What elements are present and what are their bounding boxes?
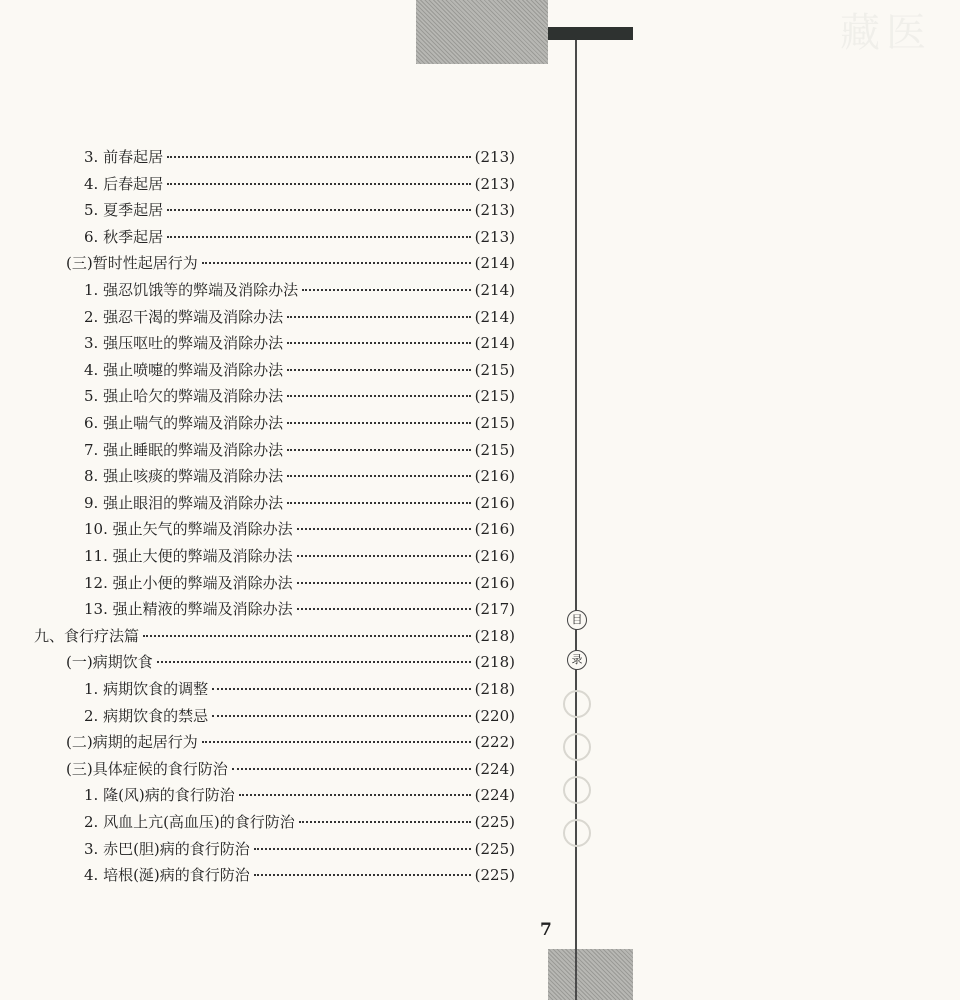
toc-leader-dots <box>143 634 471 637</box>
toc-entry-title: (三)暂时性起居行为 <box>66 254 198 272</box>
toc-entry[interactable] <box>84 597 515 621</box>
toc-entry[interactable] <box>84 464 515 488</box>
toc-leader-dots <box>254 873 471 876</box>
toc-entry-page: (214) <box>474 281 515 299</box>
ghost-circle <box>563 819 591 847</box>
toc-entry-page: (214) <box>474 308 515 326</box>
toc-entry-title: 3. 强压呕吐的弊端及消除办法 <box>84 334 284 352</box>
toc-leader-dots <box>239 793 471 796</box>
toc-entry[interactable] <box>66 757 515 781</box>
margin-rule <box>575 40 577 1000</box>
toc-entry-page: (222) <box>474 733 515 751</box>
ghost-circle <box>563 733 591 761</box>
toc-entry-page: (216) <box>474 494 515 512</box>
toc-leader-dots <box>287 474 471 477</box>
toc-leader-dots <box>297 527 471 530</box>
toc-entry-title: 11. 强止大便的弊端及消除办法 <box>84 547 293 565</box>
toc-entry-title: 4. 后春起居 <box>84 175 164 193</box>
toc-entry-title: 5. 强止哈欠的弊端及消除办法 <box>84 387 284 405</box>
toc-leader-dots <box>287 368 471 371</box>
toc-entry-title: 2. 风血上亢(高血压)的食行防治 <box>84 813 295 831</box>
toc-entry-title: 12. 强止小便的弊端及消除办法 <box>84 574 293 592</box>
toc-entry[interactable] <box>84 571 515 595</box>
toc-leader-dots <box>232 767 471 770</box>
toc-entry-page: (215) <box>474 387 515 405</box>
toc-entry-title: 3. 赤巴(胆)病的食行防治 <box>84 840 250 858</box>
toc-leader-dots <box>167 155 471 158</box>
toc-entry-page: (214) <box>474 254 515 272</box>
toc-entry-title: 10. 强止矢气的弊端及消除办法 <box>84 520 293 538</box>
toc-entry[interactable] <box>84 544 515 568</box>
toc-entry[interactable] <box>84 517 515 541</box>
toc-entry[interactable] <box>66 730 515 754</box>
toc-entry-title: 6. 秋季起居 <box>84 228 164 246</box>
toc-entry-title: 4. 培根(涎)病的食行防治 <box>84 866 250 884</box>
toc-entry[interactable] <box>84 278 515 302</box>
toc-entry-page: (216) <box>474 574 515 592</box>
toc-entry[interactable] <box>84 783 515 807</box>
ghost-circle <box>563 776 591 804</box>
toc-entry[interactable] <box>84 411 515 435</box>
toc-entry-page: (225) <box>474 866 515 884</box>
footer-decoration <box>548 949 575 1000</box>
toc-leader-dots <box>202 740 471 743</box>
toc-entry-title: 5. 夏季起居 <box>84 201 164 219</box>
toc-entry-page: (218) <box>474 680 515 698</box>
toc-entry-page: (225) <box>474 813 515 831</box>
toc-entry-title: 1. 病期饮食的调整 <box>84 680 209 698</box>
toc-entry[interactable] <box>84 305 515 329</box>
toc-leader-dots <box>299 820 471 823</box>
toc-entry-page: (216) <box>474 520 515 538</box>
toc-leader-dots <box>202 261 471 264</box>
header-bar <box>548 27 633 40</box>
toc-leader-dots <box>287 448 471 451</box>
toc-entry-title: (三)具体症候的食行防治 <box>66 760 228 778</box>
ghost-circle <box>563 690 591 718</box>
toc-entry[interactable] <box>66 650 515 674</box>
toc-entry[interactable] <box>66 251 515 275</box>
toc-entry-page: (214) <box>474 334 515 352</box>
toc-entry-page: (218) <box>474 653 515 671</box>
toc-entry[interactable] <box>84 704 515 728</box>
toc-entry-page: (217) <box>474 600 515 618</box>
toc-entry-title: 8. 强止咳痰的弊端及消除办法 <box>84 467 284 485</box>
toc-entry-page: (225) <box>474 840 515 858</box>
toc-entry[interactable] <box>84 331 515 355</box>
header-decoration <box>416 0 932 64</box>
toc-entry-page: (224) <box>474 786 515 804</box>
toc-leader-dots <box>302 288 471 291</box>
toc-leader-dots <box>297 554 471 557</box>
toc-entry[interactable] <box>84 358 515 382</box>
side-tab-lu: 录 <box>567 650 587 670</box>
toc-leader-dots <box>254 847 471 850</box>
toc-entry-page: (220) <box>474 707 515 725</box>
toc-leader-dots <box>212 687 471 690</box>
toc-entry[interactable] <box>84 810 515 834</box>
toc-entry-page: (213) <box>474 201 515 219</box>
toc-entry-title: 4. 强止喷嚏的弊端及消除办法 <box>84 361 284 379</box>
toc-entry-title: 13. 强止精液的弊端及消除办法 <box>84 600 293 618</box>
toc-entry-page: (216) <box>474 467 515 485</box>
side-tab-mu: 目 <box>567 610 587 630</box>
footer-decoration <box>577 949 633 1000</box>
toc-entry-title: 1. 隆(风)病的食行防治 <box>84 786 235 804</box>
page-number: 7 <box>540 920 552 940</box>
toc-entry-page: (218) <box>474 627 515 645</box>
toc-entry-title: (一)病期饮食 <box>66 653 153 671</box>
toc-entry-title: 1. 强忍饥饿等的弊端及消除办法 <box>84 281 299 299</box>
toc-entry-page: (216) <box>474 547 515 565</box>
toc-leader-dots <box>167 182 471 185</box>
toc-entry[interactable] <box>84 677 515 701</box>
toc-entry-title: 2. 强忍干渴的弊端及消除办法 <box>84 308 284 326</box>
toc-entry[interactable] <box>34 624 515 648</box>
toc-entry-title: 7. 强止睡眠的弊端及消除办法 <box>84 441 284 459</box>
toc-entry-title: 6. 强止喘气的弊端及消除办法 <box>84 414 284 432</box>
toc-entry[interactable] <box>84 172 515 196</box>
toc-leader-dots <box>287 501 471 504</box>
toc-entry[interactable] <box>84 145 515 169</box>
toc-entry[interactable] <box>84 438 515 462</box>
toc-entry-page: (215) <box>474 414 515 432</box>
toc-leader-dots <box>167 235 471 238</box>
toc-entry-title: (二)病期的起居行为 <box>66 733 198 751</box>
toc-leader-dots <box>287 394 471 397</box>
toc-entry[interactable] <box>84 384 515 408</box>
toc-leader-dots <box>212 714 471 717</box>
toc-leader-dots <box>287 341 471 344</box>
toc-entry[interactable] <box>84 198 515 222</box>
toc-entry[interactable] <box>84 491 515 515</box>
toc-leader-dots <box>287 315 471 318</box>
header-logo-text: 藏医 <box>840 10 932 56</box>
toc-entry-title: 九、食行疗法篇 <box>34 627 140 645</box>
toc-leader-dots <box>157 660 471 663</box>
toc-entry-title: 9. 强止眼泪的弊端及消除办法 <box>84 494 284 512</box>
toc-leader-dots <box>297 607 471 610</box>
toc-entry[interactable] <box>84 863 515 887</box>
toc-entry-page: (213) <box>474 228 515 246</box>
toc-leader-dots <box>167 208 471 211</box>
toc-leader-dots <box>297 581 471 584</box>
toc-leader-dots <box>287 421 471 424</box>
toc-entry[interactable] <box>84 837 515 861</box>
toc-entry-page: (224) <box>474 760 515 778</box>
toc-entry-page: (213) <box>474 175 515 193</box>
toc-entry[interactable] <box>84 225 515 249</box>
toc-entry-title: 2. 病期饮食的禁忌 <box>84 707 209 725</box>
toc-entry-page: (213) <box>474 148 515 166</box>
toc-entry-title: 3. 前春起居 <box>84 148 164 166</box>
toc-entry-page: (215) <box>474 361 515 379</box>
toc-entry-page: (215) <box>474 441 515 459</box>
